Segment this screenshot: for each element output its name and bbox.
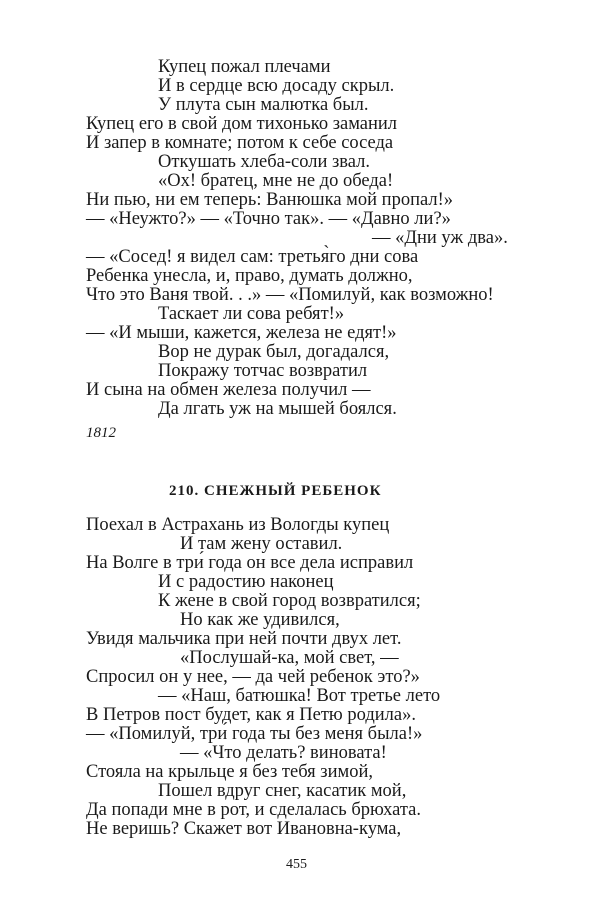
poem-line: Увидя мальчика при ней почти двух лет. [86,629,402,649]
poem-line: Спросил он у нее, — да чей ребенок это?» [86,667,420,687]
poem-line: В Петров пост будет, как я Петю родила». [86,705,416,725]
poem-line: У плута сын малютка был. [158,95,369,115]
poem-line: И с радостию наконец [158,572,334,592]
poem-line: — «Неужто?» — «Точно так». — «Давно ли?» [86,209,451,229]
poem-line: И запер в комнате; потом к себе соседа [86,133,394,153]
poem-line: — «Что делать? виновата! [180,743,387,763]
poem-line: Ребенка унесла, и, право, думать должно, [86,266,413,286]
poem-line: — «Дни уж два». [372,228,508,248]
poem-line: Да попади мне в рот, и сделалась брюхата. [86,800,421,820]
poem-title: 210. СНЕЖНЫЙ РЕБЕНОК [169,483,382,499]
poem-line: И сына на обмен железа получил — [86,380,371,400]
poem-line: Ни пью, ни ем теперь: Ванюшка мой пропал!» [86,190,453,210]
page-number: 455 [286,857,307,872]
poem-line: Купец его в свой дом тихонько заманил [86,114,398,134]
poem-line: — «Сосед! я видел сам: третья̀го дни сова [86,247,419,267]
poem-line: К жене в свой город возвратился; [158,591,421,611]
poem-line: — «И мыши, кажется, железа не едят!» [86,323,397,343]
poem-line: — «Помилуй, три́ года ты без меня была!» [86,724,423,744]
poem-line: «Послушай-ка, мой свет, — [180,648,399,668]
poem-line: Вор не дурак был, догадался, [158,342,390,362]
poem-year: 1812 [86,425,116,441]
poem-line: — «Наш, батюшка! Вот третье лето [158,686,441,706]
poem-line: Не веришь? Скажет вот Ивановна-кума, [86,819,402,839]
poem-line: Поехал в Астрахань из Вологды купец [86,515,390,535]
poem-line: Но как же удивился, [180,610,340,630]
poem-line: Откушать хлеба-соли звал. [158,152,371,172]
poem-line: Таскает ли сова ребят!» [158,304,345,324]
poem-line: Покражу тотчас возвратил [158,361,368,381]
poem-line: Стояла на крыльце я без тебя зимой, [86,762,373,782]
poem-line: Что это Ваня твой. . .» — «Помилуй, как возможно! [86,285,494,305]
poem-line: «Ох! братец, мне не до обеда! [158,171,394,191]
poem-line: Пошел вдруг снег, касатик мой, [158,781,407,801]
poem-line: На Волге в три́ года он все дела исправил [86,553,414,573]
poem-line: И там жену оставил. [180,534,343,554]
poem-line: Да лгать уж на мышей боялся. [158,399,397,419]
poem-line: Купец пожал плечами [158,57,331,77]
poem-line: И в сердце всю досаду скрыл. [158,76,395,96]
